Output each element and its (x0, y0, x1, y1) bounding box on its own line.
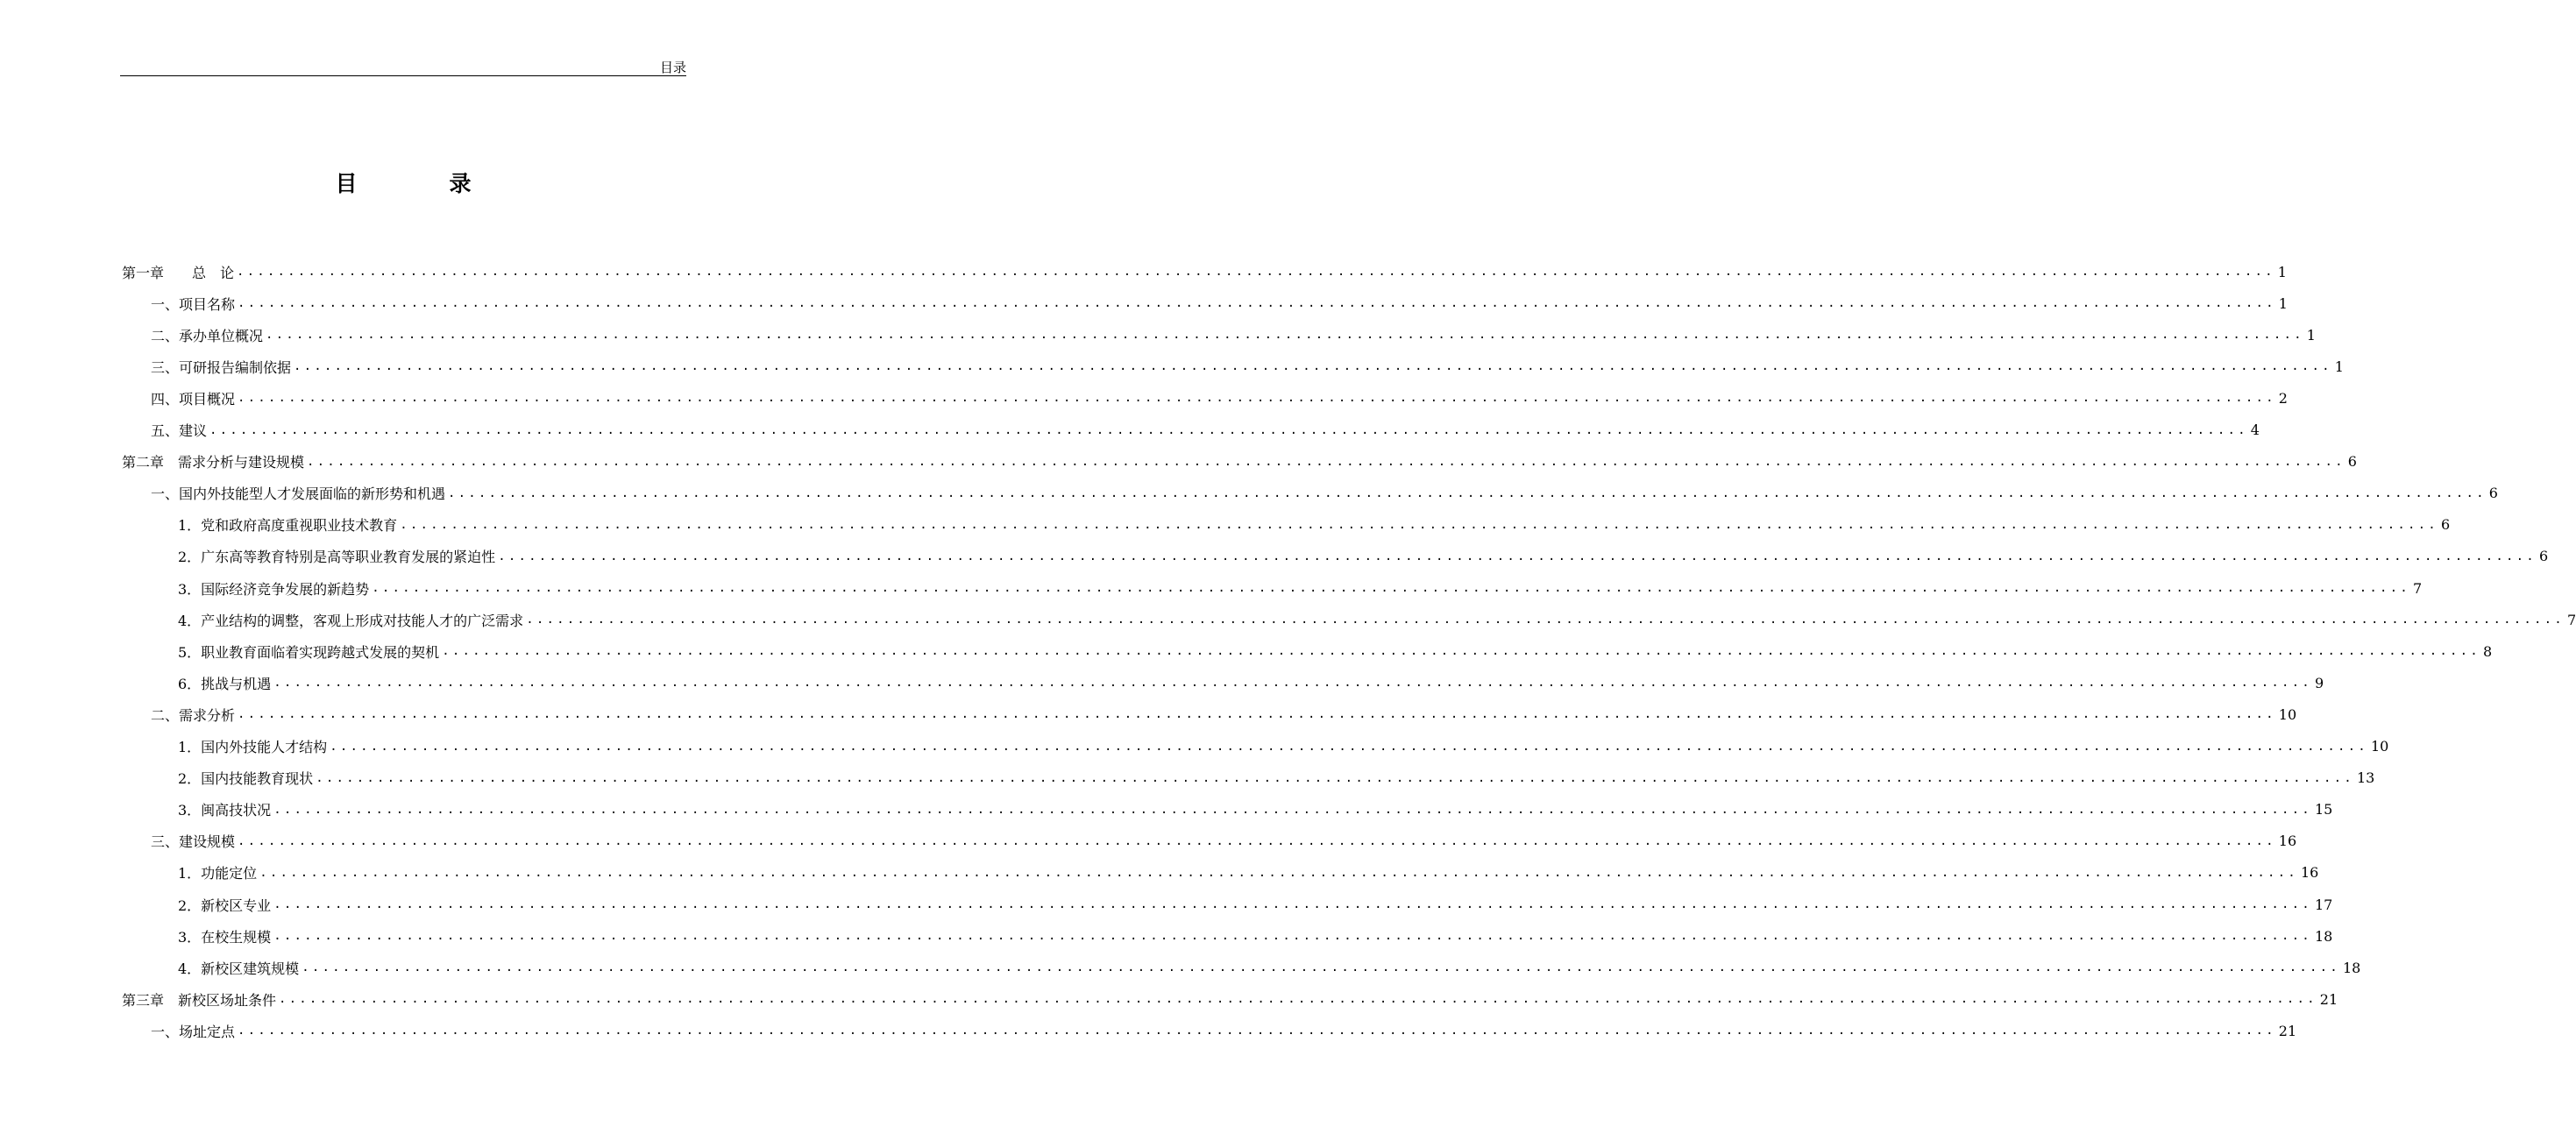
toc-page-number: 1 (2277, 263, 2287, 280)
toc-dot-leader: ........................................................................................................................................................................................................ (400, 517, 2438, 532)
toc-page-number: 6 (2347, 453, 2357, 471)
toc-entry[interactable] (178, 604, 2576, 635)
toc-page-number: 18 (2314, 927, 2333, 945)
toc-entry[interactable] (178, 762, 2375, 794)
toc-entry-title: 3．闽高技状况 (178, 802, 272, 819)
toc-page-number: 8 (2482, 642, 2493, 660)
toc-entry[interactable] (151, 415, 2260, 446)
toc-dot-leader: ........................................................................................................................................................................................................ (302, 960, 2340, 975)
toc-entry[interactable] (151, 319, 2316, 351)
toc-entry[interactable] (151, 351, 2344, 382)
toc-page-number: 10 (2278, 705, 2297, 723)
toc-entry[interactable] (178, 857, 2319, 889)
toc-page-number: 13 (2356, 769, 2375, 787)
page-title: 目 录 (335, 171, 507, 196)
toc-entry-title: 三、可研报告编制依据 (151, 358, 292, 376)
toc-entry-title: 4．新校区建筑规模 (178, 960, 300, 977)
toc-entry-title: 1．党和政府高度重视职业技术教育 (178, 517, 398, 535)
toc-entry[interactable] (178, 667, 2324, 698)
toc-entry-title: 第一章 总 论 (122, 264, 235, 281)
toc-page-number: 16 (2300, 864, 2319, 882)
toc-dot-leader: ........................................................................................................................................................................................................ (442, 644, 2480, 659)
toc-entry-title: 第三章 新校区场址条件 (122, 991, 277, 1009)
toc-entry-title: 6．挑战与机遇 (178, 675, 272, 692)
toc-entry-title: 一、场址定点 (151, 1023, 236, 1040)
toc-dot-leader: ........................................................................................................................................................................................................ (209, 422, 2248, 437)
toc-dot-leader: ........................................................................................................................................................................................................ (238, 707, 2276, 722)
toc-entry-title: 五、建议 (151, 422, 208, 439)
toc-entry[interactable] (151, 382, 2288, 414)
toc-entry[interactable] (151, 287, 2288, 319)
toc-page-number: 6 (2440, 516, 2451, 534)
toc-page-number: 7 (2566, 611, 2576, 628)
toc-dot-leader: ........................................................................................................................................................................................................ (307, 454, 2345, 469)
toc-entry-title: 一、国内外技能型人才发展面临的新形势和机遇 (151, 485, 446, 503)
toc-page-number: 1 (2278, 294, 2288, 312)
toc-dot-leader: ........................................................................................................................................................................................................ (316, 770, 2354, 785)
toc-page-number: 10 (2370, 738, 2389, 755)
toc-entry[interactable] (178, 635, 2493, 667)
toc-dot-leader: ........................................................................................................................................................................................................ (237, 265, 2275, 279)
toc-dot-leader: ........................................................................................................................................................................................................ (259, 865, 2298, 880)
toc-entry[interactable] (178, 541, 2549, 572)
toc-entry-title: 二、需求分析 (151, 706, 236, 724)
running-header-label: 目录 (659, 60, 686, 75)
toc-page-number: 17 (2314, 896, 2333, 913)
toc-entry[interactable] (178, 952, 2361, 983)
toc-page-number: 16 (2278, 833, 2297, 850)
toc-page-number: 15 (2314, 801, 2333, 819)
toc-entry[interactable] (122, 983, 2338, 1015)
toc-entry-title: 四、项目概况 (151, 390, 236, 408)
toc-entry[interactable] (178, 731, 2389, 762)
toc-entry-title: 2．广东高等教育特别是高等职业教育发展的紧迫性 (178, 549, 496, 566)
toc-dot-leader: ........................................................................................................................................................................................................ (238, 391, 2276, 406)
toc-dot-leader: ........................................................................................................................................................................................................ (238, 296, 2276, 311)
toc-entry[interactable] (178, 889, 2333, 920)
toc-dot-leader: ........................................................................................................................................................................................................ (279, 992, 2317, 1007)
toc-entry[interactable] (151, 478, 2498, 509)
toc-entry[interactable] (178, 794, 2333, 826)
toc-entry-title: 5．职业教育面临着实现跨越式发展的契机 (178, 643, 440, 661)
toc-page-number: 21 (2319, 990, 2338, 1008)
toc-dot-leader: ........................................................................................................................................................................................................ (273, 897, 2312, 911)
toc-entry-title: 2．新校区专业 (178, 896, 272, 914)
toc-entry[interactable] (151, 1015, 2297, 1046)
toc-page-number: 1 (2334, 358, 2344, 375)
toc-page-number: 9 (2314, 674, 2324, 691)
toc-entry[interactable] (178, 920, 2333, 952)
toc-dot-leader: ........................................................................................................................................................................................................ (372, 581, 2410, 595)
toc-entry-title: 一、项目名称 (151, 295, 236, 313)
toc-entry-title: 二、承办单位概况 (151, 327, 264, 344)
toc-entry[interactable] (122, 446, 2357, 478)
toc-dot-leader: ........................................................................................................................................................................................................ (273, 929, 2312, 944)
toc-dot-leader: ........................................................................................................................................................................................................ (273, 676, 2312, 691)
toc-page-number: 4 (2250, 422, 2260, 438)
toc-entry-title: 4．产业结构的调整，客观上形成对技能人才的广泛需求 (178, 612, 524, 629)
toc-entry[interactable] (122, 256, 2287, 287)
toc-page-number: 6 (2538, 548, 2549, 565)
toc-dot-leader: ........................................................................................................................................................................................................ (266, 328, 2304, 343)
toc-dot-leader: ........................................................................................................................................................................................................ (273, 802, 2312, 817)
header-rule (120, 75, 686, 76)
toc-dot-leader: ........................................................................................................................................................................................................ (498, 549, 2537, 563)
toc-entry[interactable] (178, 572, 2423, 604)
toc-entry[interactable] (151, 826, 2297, 857)
toc-dot-leader: ........................................................................................................................................................................................................ (526, 613, 2565, 627)
toc-page-number: 6 (2488, 485, 2498, 502)
toc-entry-title: 1．国内外技能人才结构 (178, 739, 328, 755)
toc-entry-title: 1．功能定位 (178, 865, 258, 882)
toc-page-number: 21 (2278, 1022, 2297, 1039)
toc-entry-title: 2．国内技能教育现状 (178, 770, 314, 788)
toc-dot-leader: ........................................................................................................................................................................................................ (238, 1024, 2276, 1038)
toc-page-number: 18 (2342, 959, 2361, 976)
toc-entry-title: 3．国际经济竞争发展的新趋势 (178, 580, 370, 598)
toc-entry[interactable] (151, 698, 2297, 730)
toc-dot-leader: ........................................................................................................................................................................................................ (238, 833, 2276, 848)
toc-page-number: 1 (2306, 326, 2316, 344)
toc-page-number: 7 (2412, 579, 2423, 597)
toc-entry-title: 第二章 需求分析与建设规模 (122, 454, 305, 471)
toc-dot-leader: ........................................................................................................................................................................................................ (448, 485, 2487, 500)
toc-entry-title: 三、建设规模 (151, 833, 236, 851)
toc-page-number: 2 (2278, 389, 2288, 407)
toc-dot-leader: ........................................................................................................................................................................................................ (294, 359, 2332, 374)
toc-entry-title: 3．在校生规模 (178, 928, 272, 946)
toc-dot-leader: ........................................................................................................................................................................................................ (330, 739, 2368, 754)
toc-entry[interactable] (178, 509, 2451, 541)
